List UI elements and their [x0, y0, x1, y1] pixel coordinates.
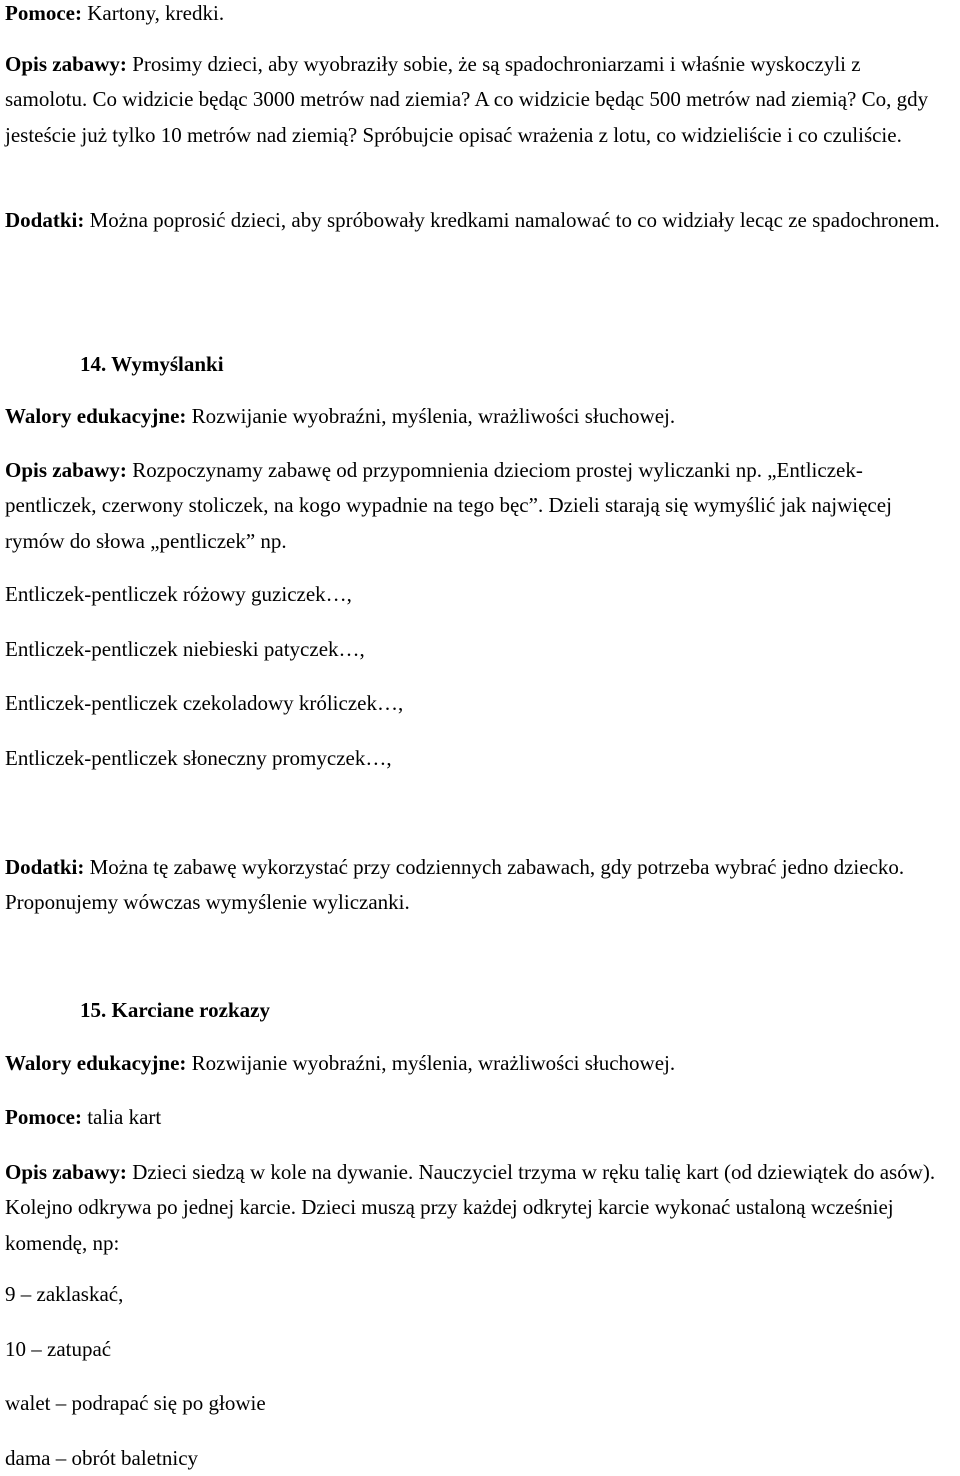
dodatki-paragraph: [5, 203, 946, 238]
pomoce-text: Kartony, kredki.: [81, 1, 225, 25]
opis-zabawy-text: Dzieci siedzą w kole na dywanie. Nauczyciel trzyma w ręku talię kart (od dziewiątek do asów). Kolejno odkrywa po jednej karcie. Dzieci muszą przy każdej odkrytej karcie wykonać ustaloną wcześniej komendę, np:: [5, 1160, 936, 1255]
walory-text: Rozwijanie wyobraźni, myślenia, wrażliwości słuchowej.: [186, 1051, 676, 1075]
dodatki-paragraph: [5, 850, 946, 921]
section-14-title: 14. Wymyślanki: [80, 352, 224, 376]
pomoce-paragraph: [5, 0, 946, 31]
walory-paragraph: [5, 1046, 946, 1081]
rhyme-line: Entliczek-pentliczek różowy guziczek…,: [5, 582, 352, 606]
command-line: 10 – zatupać: [5, 1337, 112, 1361]
opis-zabawy-text: Prosimy dzieci, aby wyobraziły sobie, że są spadochroniarzami i właśnie wyskoczyli z samolotu. Co widzicie będąc 3000 metrów nad ziemia? A co widzicie będąc 500 metrów nad ziemią? Co, gdy jesteście już tylko 10 metrów nad ziemią? Spróbujcie opisać wrażenia z lotu, co widzieliście i co czuliście.: [5, 52, 929, 147]
rhyme-line: Entliczek-pentliczek czekoladowy króliczek…,: [5, 691, 404, 715]
opis-zabawy-paragraph: [5, 453, 946, 559]
rhyme-line: Entliczek-pentliczek słoneczny promyczek…,: [5, 746, 392, 770]
section-15-title: 15. Karciane rozkazy: [80, 998, 270, 1022]
opis-zabawy-label: Opis zabawy:: [5, 1160, 127, 1184]
pomoce-label: Pomoce:: [5, 1105, 82, 1129]
command-line: walet – podrapać się po głowie: [5, 1391, 266, 1415]
dodatki-text: Można poprosić dzieci, aby spróbowały kredkami namalować to co widziały lecąc ze spadochronem.: [84, 208, 940, 232]
walory-text: Rozwijanie wyobraźni, myślenia, wrażliwości słuchowej.: [186, 404, 676, 428]
rhyme-line: Entliczek-pentliczek niebieski patyczek…,: [5, 637, 365, 661]
walory-label: Walory edukacyjne:: [5, 404, 187, 428]
opis-zabawy-paragraph: [5, 47, 946, 153]
opis-zabawy-label: Opis zabawy:: [5, 458, 127, 482]
opis-zabawy-paragraph: [5, 1155, 946, 1261]
pomoce-label: Pomoce:: [5, 1, 82, 25]
command-line: dama – obrót baletnicy: [5, 1446, 199, 1470]
dodatki-text: Można tę zabawę wykorzystać przy codziennych zabawach, gdy potrzeba wybrać jedno dziecko. Proponujemy wówczas wymyślenie wyliczanki.: [5, 855, 905, 915]
dodatki-label: Dodatki:: [5, 855, 85, 879]
walory-paragraph: [5, 399, 946, 434]
dodatki-label: Dodatki:: [5, 208, 85, 232]
pomoce-paragraph: [5, 1100, 946, 1135]
command-line: 9 – zaklaskać,: [5, 1282, 124, 1306]
walory-label: Walory edukacyjne:: [5, 1051, 187, 1075]
opis-zabawy-text: Rozpoczynamy zabawę od przypomnienia dzieciom prostej wyliczanki np. „Entliczek-pentliczek, czerwony stoliczek, na kogo wypadnie na tego bęc”. Dzieli starają się wymyślić jak najwięcej rymów do słowa „pentliczek” np.: [5, 458, 892, 553]
pomoce-text: talia kart: [81, 1105, 162, 1129]
opis-zabawy-label: Opis zabawy:: [5, 52, 127, 76]
